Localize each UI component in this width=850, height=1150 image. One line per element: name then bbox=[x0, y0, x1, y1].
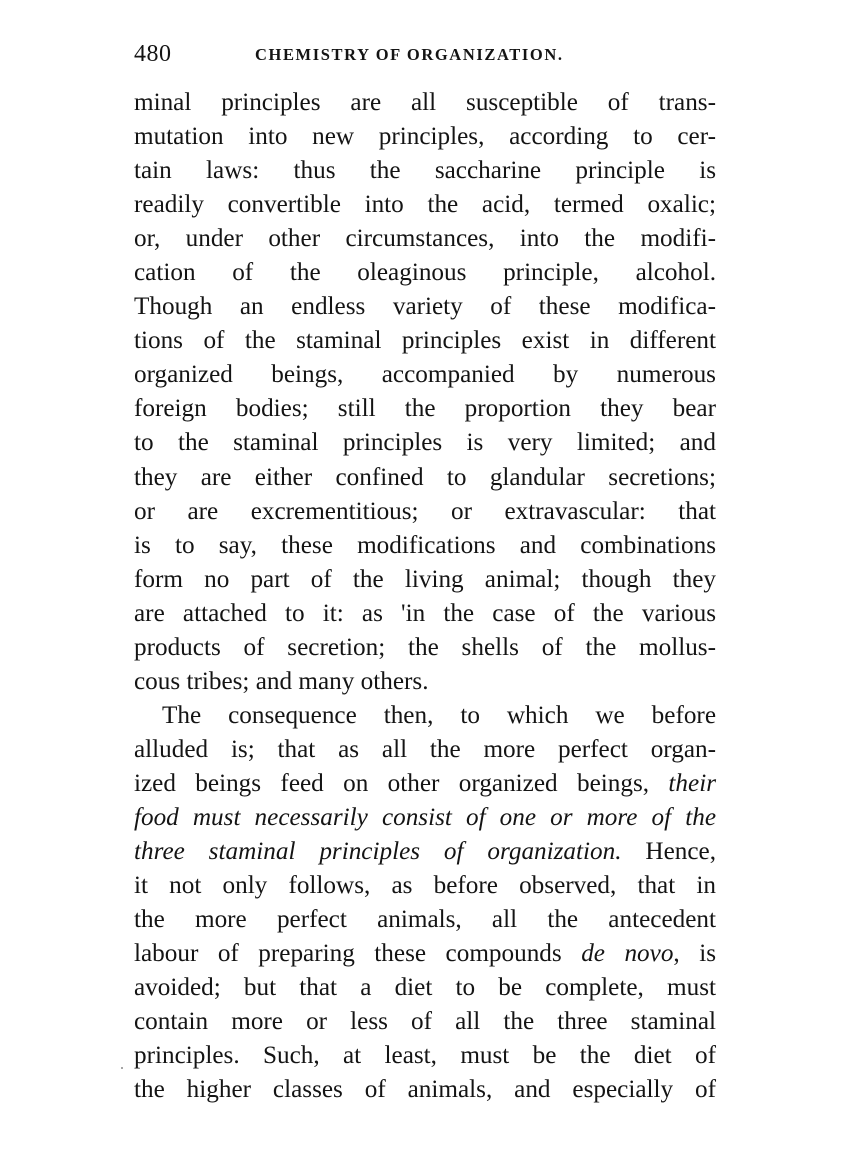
text-line: the higher classes of animals, and especially of bbox=[134, 1076, 716, 1104]
text-line: avoided; but that a diet to be complete, must bbox=[134, 974, 716, 1002]
text-line bbox=[134, 835, 716, 869]
running-head: CHEMISTRY OF ORGANIZATION. bbox=[255, 45, 564, 64]
text-line: to the staminal principles is very limited; and bbox=[134, 429, 716, 457]
paragraph-last-line: cous tribes; and many others. bbox=[134, 667, 429, 695]
text-run: ized beings feed on other organized beings, bbox=[134, 769, 650, 797]
text-line: principles. Such, at least, must be the diet of bbox=[134, 1042, 716, 1070]
text-line bbox=[134, 937, 716, 971]
text-line: cation of the oleaginous principle, alcohol. bbox=[134, 259, 716, 287]
text-line: contain more or less of all the three staminal bbox=[134, 1008, 716, 1036]
paragraph-first-line: The consequence then, to which we before bbox=[162, 701, 716, 729]
page-number: 480 bbox=[134, 41, 172, 67]
text-line: Though an endless variety of these modifica- bbox=[134, 293, 716, 321]
body-text bbox=[134, 86, 716, 1107]
text-line: minal principles are all susceptible of trans- bbox=[134, 89, 716, 116]
text-line: products of secretion; the shells of the mollus- bbox=[134, 633, 716, 661]
text-line: the more perfect animals, all the antecedent bbox=[134, 906, 716, 934]
text-line: mutation into new principles, according to cer- bbox=[134, 123, 716, 151]
text-run: Hence, bbox=[645, 838, 717, 866]
ink-speck bbox=[121, 1067, 123, 1069]
text-line: form no part of the living animal; though they bbox=[134, 565, 716, 593]
italic-text-run: their bbox=[668, 769, 716, 797]
text-line: organized beings, accompanied by numerous bbox=[134, 361, 716, 389]
text-line: tions of the staminal principles exist in different bbox=[134, 327, 716, 355]
text-line: are attached to it: as 'in the case of the various bbox=[134, 599, 716, 627]
text-line: alluded is; that as all the more perfect organ- bbox=[134, 735, 716, 763]
text-line bbox=[134, 767, 716, 801]
italic-text-run: three staminal principles of organization. bbox=[134, 838, 622, 866]
text-line: they are either confined to glandular secretions; bbox=[134, 463, 716, 491]
text-line: tain laws: thus the saccharine principle is bbox=[134, 157, 716, 185]
text-line: foreign bodies; still the proportion they bear bbox=[134, 395, 716, 423]
text-line: or, under other circumstances, into the modifi- bbox=[134, 225, 716, 253]
text-run: , is bbox=[673, 940, 717, 968]
text-line: is to say, these modifications and combinations bbox=[134, 531, 716, 559]
italic-text-line: food must necessarily consist of one or more of the bbox=[134, 803, 716, 831]
page-header bbox=[134, 38, 724, 78]
text-line: or are excrementitious; or extravascular: that bbox=[134, 497, 716, 525]
text-line: it not only follows, as before observed, that in bbox=[134, 872, 716, 900]
italic-text-run: de novo bbox=[581, 940, 674, 968]
text-line: readily convertible into the acid, termed oxalic; bbox=[134, 191, 716, 219]
text-run: labour of preparing these compounds bbox=[134, 940, 562, 968]
